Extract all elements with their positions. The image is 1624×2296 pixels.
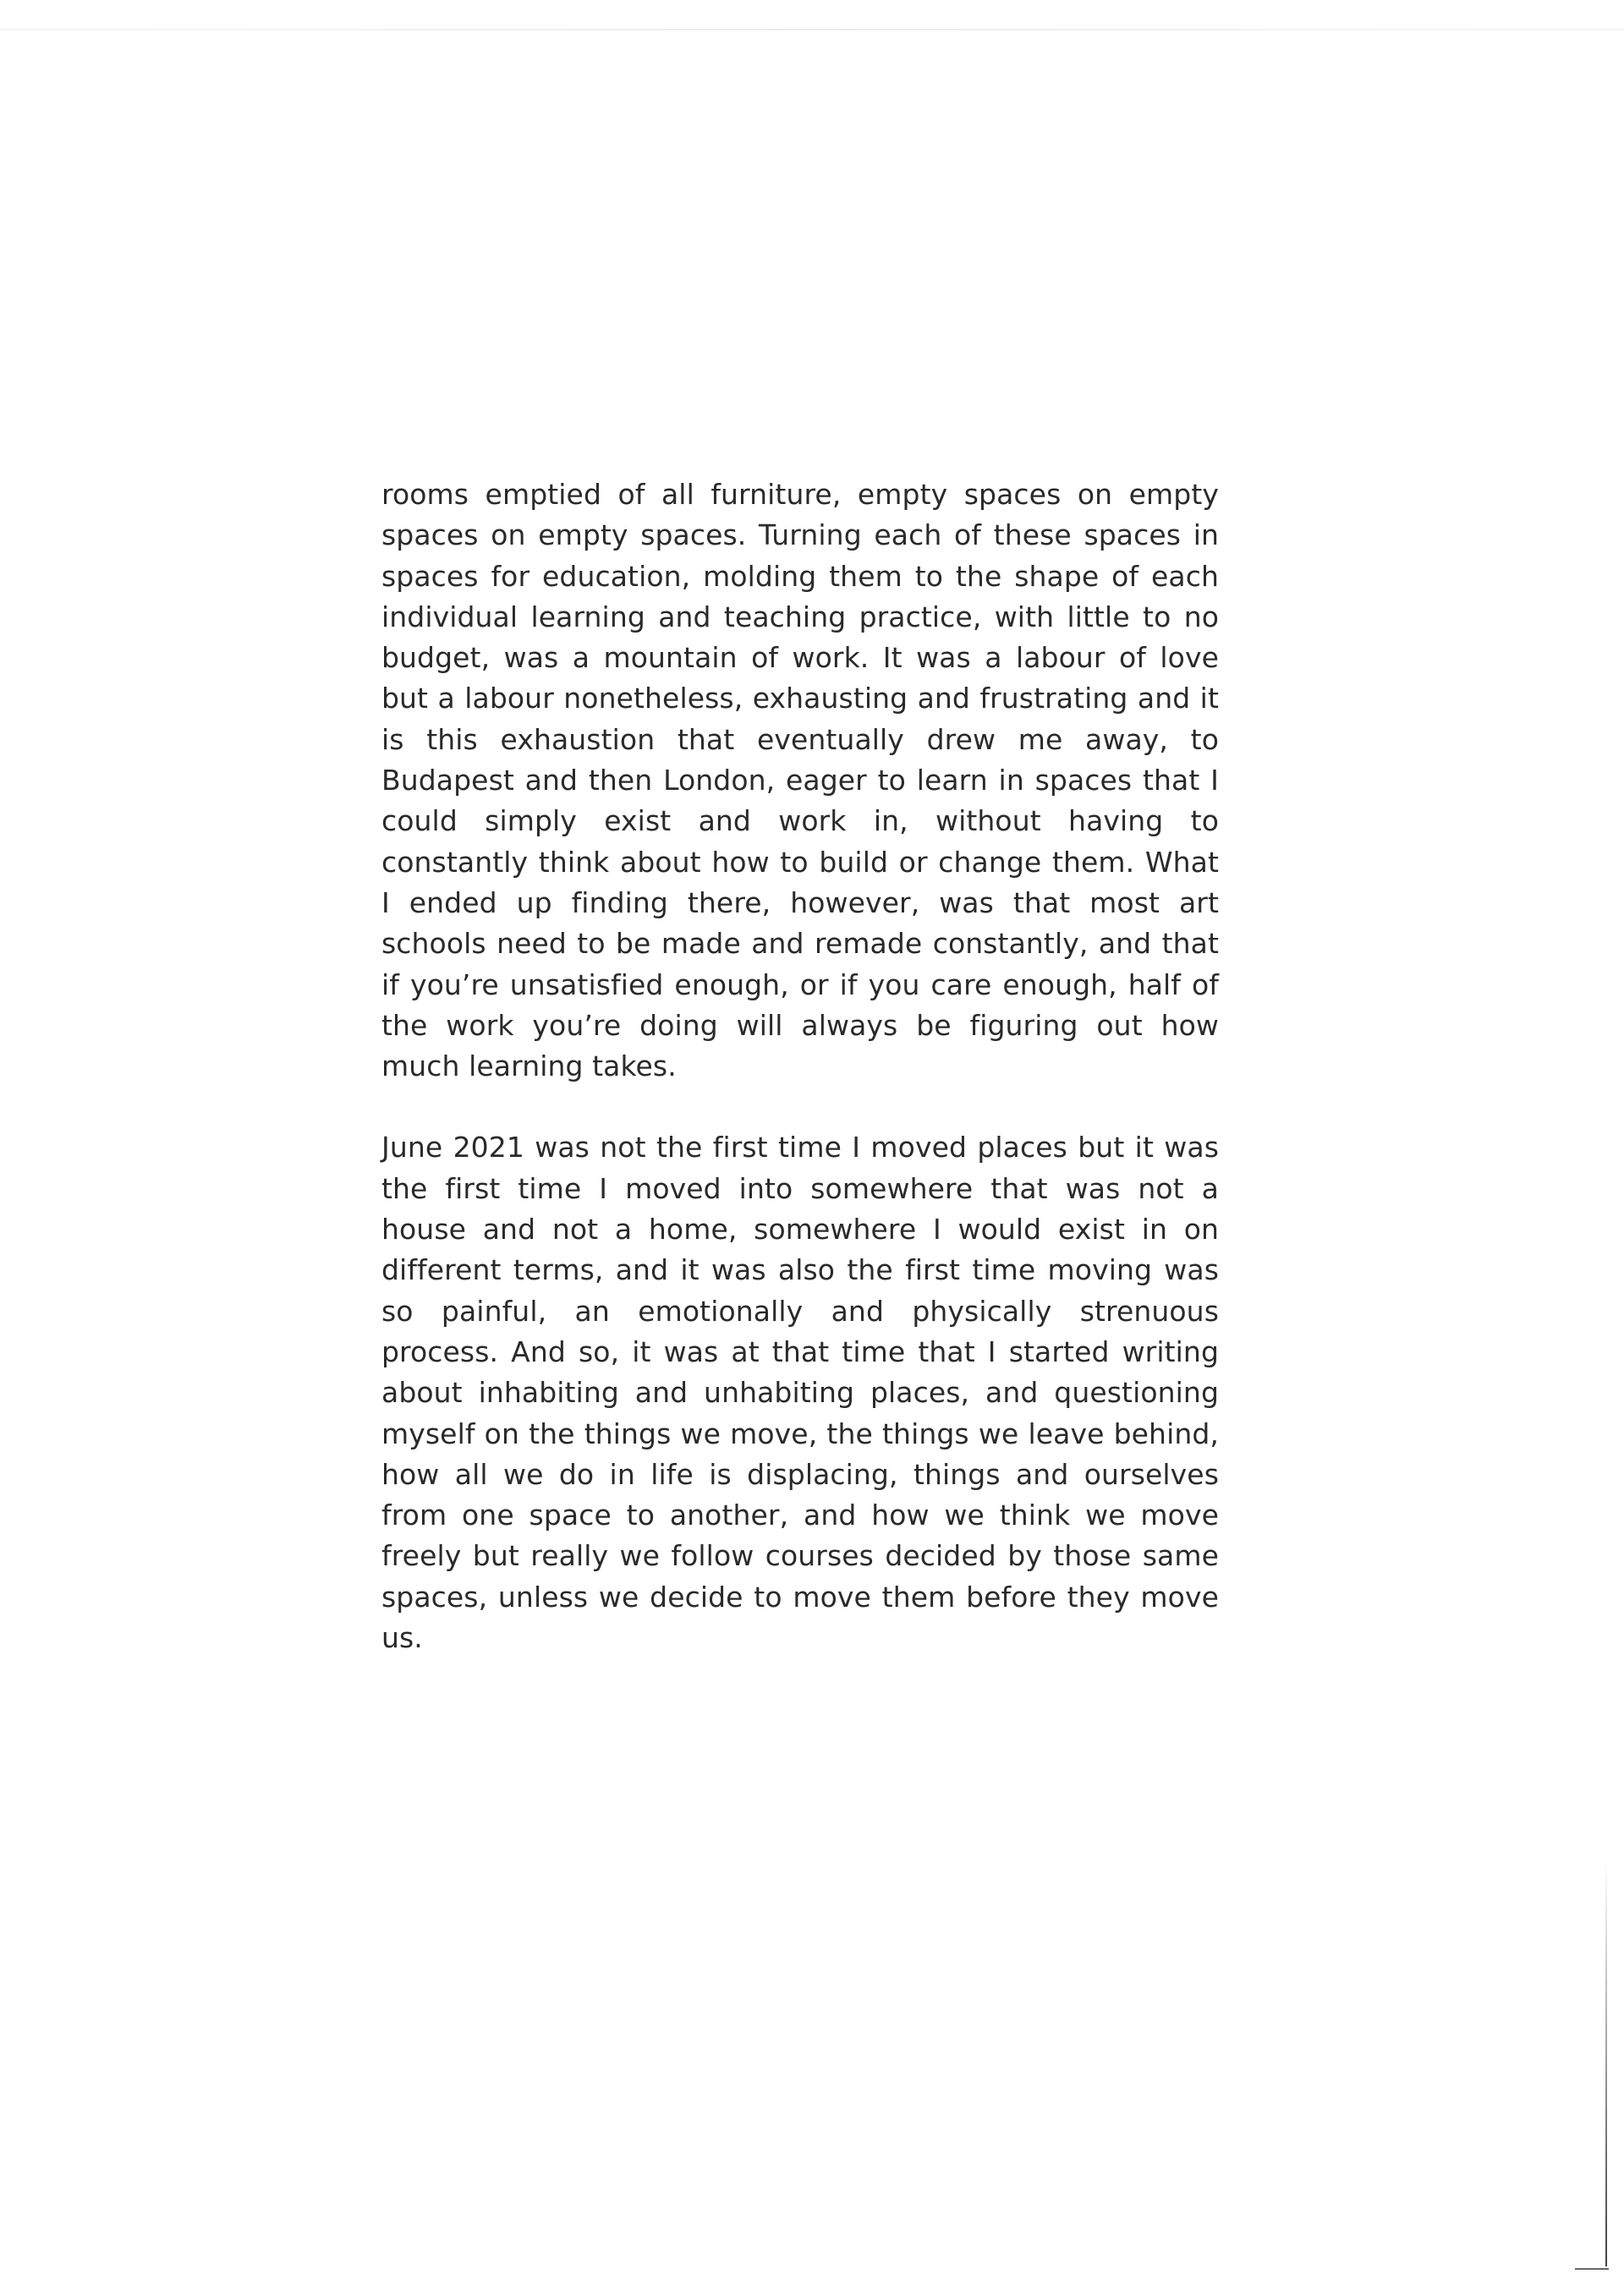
scan-edge-top (0, 29, 1624, 30)
scan-edge-bottom (1575, 2268, 1609, 2270)
body-text (381, 474, 1219, 1658)
paragraph-1: rooms emptied of all furniture, empty spaces on empty spaces on empty spaces. Turning each of these spaces in spaces for education, molding them to the shape of each individual learning and teaching practice, with little to no budget, was a mountain of work. It was a labour of love but a labour nonetheless, exhausting and frustrating and it is this exhaustion that eventually drew me away, to Budapest and then London, eager to learn in spaces that I could simply exist and work in, without having to constantly think about how to build or change them. What I ended up finding there, however, was that most art schools need to be made and remade constantly, and that if you’re unsatisfied enough, or if you care enough, half of the work you’re doing will always be figuring out how much learning takes. (381, 478, 1219, 1083)
paragraph-2: June 2021 was not the first time I moved places but it was the first time I moved into somewhere that was not a house and not a home, somewhere I would exist in on different terms, and it was also the first time moving was so painful, an emotionally and physically strenuous process. And so, it was at that time that I started writing about inhabiting and unhabiting places, and questioning myself on the things we move, the things we leave behind, how all we do in life is displacing, things and ourselves from one space to another, and how we think we move freely but really we follow courses decided by those same spaces, unless we decide to move them before they move us. (381, 1131, 1219, 1655)
scan-edge-right (1605, 1860, 1607, 2266)
